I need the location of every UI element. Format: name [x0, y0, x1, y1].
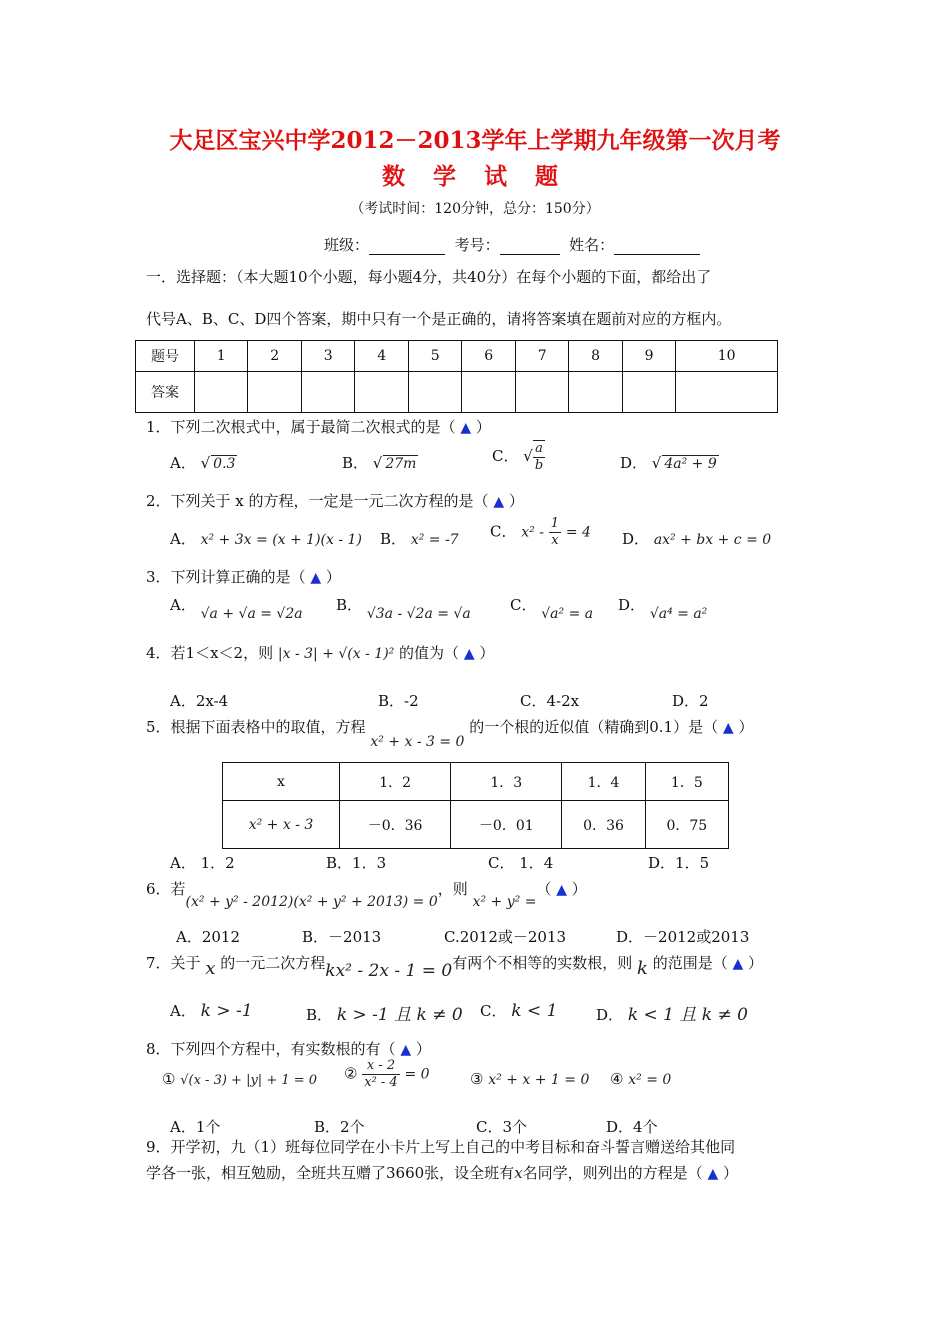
question-2-option-c: C． x² - $\frac{1}{x}$ = 4: [490, 516, 591, 548]
value-table-fx-cell: 0．75: [645, 801, 728, 849]
question-2-option-a: A． x² + 3x = (x + 1)(x - 1): [170, 530, 362, 548]
question-5-option-d: D．1．5: [648, 854, 710, 872]
question-4-option-a: A．2x-4: [170, 692, 229, 710]
question-8-equation-2: ② $\frac{x - 2}{\text{x² - 4}}$ = 0: [344, 1058, 430, 1090]
question-number-cell: 9: [622, 341, 675, 372]
triangle-icon: ▲: [463, 646, 475, 662]
answer-cell[interactable]: [195, 372, 248, 413]
question-8-equation-3: ③ x² + x + 1 = 0: [470, 1070, 590, 1088]
exam-info: （考试时间：120分钟，总分：150分）: [350, 201, 600, 217]
section-intro-line2: 代号A、B、C、D四个答案，期中只有一个是正确的，请将答案填在题前对应的方框内。: [146, 310, 732, 328]
question-7-option-c: C． k < 1: [480, 1001, 558, 1021]
question-number-cell: 7: [515, 341, 568, 372]
value-table-fx-cell: －0．36: [340, 801, 451, 849]
answer-cell[interactable]: [622, 372, 675, 413]
question-4-option-c: C．4-2x: [520, 692, 580, 710]
question-4-stem: 4．若1＜x＜2，则 |x - 3| + √(x - 1)² 的值为（ ▲ ）: [146, 644, 495, 662]
question-9-line2: 学各一张，相互勉励，全班共互赠了3660张，设全班有x名同学，则列出的方程是（ ▲ ）: [146, 1164, 739, 1182]
question-1-option-d: D． √ 4a² + 9: [620, 454, 717, 472]
question-8-stem: 8．下列四个方程中，有实数根的有（ ▲ ）: [146, 1040, 431, 1058]
question-3-stem: 3．下列计算正确的是（ ▲ ）: [146, 568, 341, 586]
question-2-stem: 2．下列关于 x 的方程，一定是一元二次方程的是（ ▲ ）: [146, 492, 524, 510]
triangle-icon: ▲: [707, 1166, 719, 1182]
answer-cell[interactable]: [569, 372, 622, 413]
question-6-option-b: B．－2013: [302, 928, 382, 946]
value-table-x-label: x: [223, 763, 340, 801]
triangle-icon: ▲: [722, 720, 734, 736]
question-7-option-b: B． k > -1 且 k ≠ 0: [306, 1005, 463, 1025]
question-2-option-b: B． x² = -7: [380, 530, 459, 548]
question-8-equation-4: ④ x² = 0: [610, 1070, 672, 1088]
table-header-number: 题号: [136, 341, 195, 372]
value-table-x-cell: 1．5: [645, 763, 728, 801]
question-7-option-a: A． k > -1: [170, 1001, 253, 1021]
student-info-row: [324, 234, 700, 255]
exam-subject: 数 学 试 题: [381, 163, 569, 190]
answer-cell[interactable]: [676, 372, 778, 413]
question-5-option-a: A． 1．2: [170, 854, 235, 872]
question-3-option-b: B． √3a - √2a = √a: [336, 596, 471, 622]
question-number-cell: 4: [355, 341, 408, 372]
question-7-option-d: D． k < 1 且 k ≠ 0: [596, 1005, 748, 1025]
question-4-option-d: D．2: [672, 692, 709, 710]
value-table-x-cell: 1．2: [340, 763, 451, 801]
value-table-fx-label: x² + x - 3: [223, 801, 340, 849]
question-5-option-b: B．1．3: [326, 854, 387, 872]
question-8-option-a: A．1个: [170, 1118, 221, 1136]
question-8-equation-1: ① √(x - 3) + |y| + 1 = 0: [162, 1070, 318, 1088]
value-table: [222, 762, 729, 849]
question-6-stem: 6．若(x² + y² - 2012)(x² + y² + 2013) = 0，则 x² + y² =（ ▲ ）: [146, 880, 587, 910]
question-3-option-c: C． √a² = a: [510, 596, 594, 622]
triangle-icon: ▲: [310, 570, 322, 586]
question-1-option-a: A． √ 0.3: [170, 454, 236, 472]
name-field[interactable]: [614, 236, 700, 255]
section-intro-line1: 一．选择题：（本大题10个小题，每小题4分，共40分）在每个小题的下面，都给出了: [146, 268, 712, 286]
question-1-stem: 1．下列二次根式中，属于最简二次根式的是（ ▲ ）: [146, 418, 491, 436]
name-label: 姓名：: [569, 236, 615, 254]
answer-cell[interactable]: [248, 372, 301, 413]
question-2-option-d: D． ax² + bx + c = 0: [622, 530, 772, 548]
question-number-cell: 6: [462, 341, 515, 372]
number-field[interactable]: [500, 236, 560, 255]
question-7-stem: 7．关于 x 的一元二次方程kx² - 2x - 1 = 0有两个不相等的实数根，则 k 的范围是（ ▲ ）: [146, 954, 764, 981]
answer-cell[interactable]: [408, 372, 461, 413]
question-number-cell: 2: [248, 341, 301, 372]
triangle-icon: ▲: [460, 420, 472, 436]
answer-cell[interactable]: [462, 372, 515, 413]
value-table-x-cell: 1．3: [451, 763, 562, 801]
question-6-option-a: A．2012: [176, 928, 241, 946]
class-label: 班级：: [324, 236, 370, 254]
question-6-option-c: C.2012或－2013: [444, 928, 567, 946]
value-table-fx-cell: －0．01: [451, 801, 562, 849]
triangle-icon: ▲: [556, 882, 567, 898]
question-1-option-c: C． √ $\frac{a}{b}$: [492, 441, 544, 473]
question-number-cell: 8: [569, 341, 622, 372]
class-field[interactable]: [369, 236, 445, 255]
triangle-icon: ▲: [400, 1042, 412, 1058]
exam-title: 大足区宝兴中学2012－2013学年上学期九年级第一次月考: [169, 127, 781, 154]
question-number-cell: 3: [301, 341, 354, 372]
triangle-icon: ▲: [732, 956, 744, 972]
question-3-option-d: D． √a⁴ = a²: [618, 596, 708, 622]
table-header-answer: 答案: [136, 372, 195, 413]
question-6-option-d: D．－2012或2013: [616, 928, 750, 946]
question-8-option-d: D．4个: [606, 1118, 658, 1136]
question-9-line1: 9．开学初，九（1）班每位同学在小卡片上写上自己的中考目标和奋斗誓言赠送给其他同: [146, 1138, 736, 1156]
question-8-option-b: B．2个: [314, 1118, 365, 1136]
question-number-cell: 10: [676, 341, 778, 372]
question-5-stem: 5．根据下面表格中的取值，方程 x² + x - 3 = 0 的一个根的近似值（精确到0.1）是（ ▲ ）: [146, 718, 754, 750]
question-1-option-b: B． √ 27m: [342, 454, 417, 472]
answer-table: [135, 340, 778, 413]
value-table-fx-cell: 0．36: [562, 801, 645, 849]
question-4-option-b: B．-2: [378, 692, 419, 710]
answer-cell[interactable]: [515, 372, 568, 413]
triangle-icon: ▲: [493, 494, 505, 510]
question-number-cell: 5: [408, 341, 461, 372]
question-5-option-c: C． 1．4: [488, 854, 554, 872]
value-table-x-cell: 1．4: [562, 763, 645, 801]
answer-cell[interactable]: [301, 372, 354, 413]
number-label: 考号：: [454, 236, 500, 254]
question-number-cell: 1: [195, 341, 248, 372]
question-3-option-a: A． √a + √a = √2a: [170, 596, 303, 622]
answer-cell[interactable]: [355, 372, 408, 413]
question-8-option-c: C．3个: [476, 1118, 528, 1136]
